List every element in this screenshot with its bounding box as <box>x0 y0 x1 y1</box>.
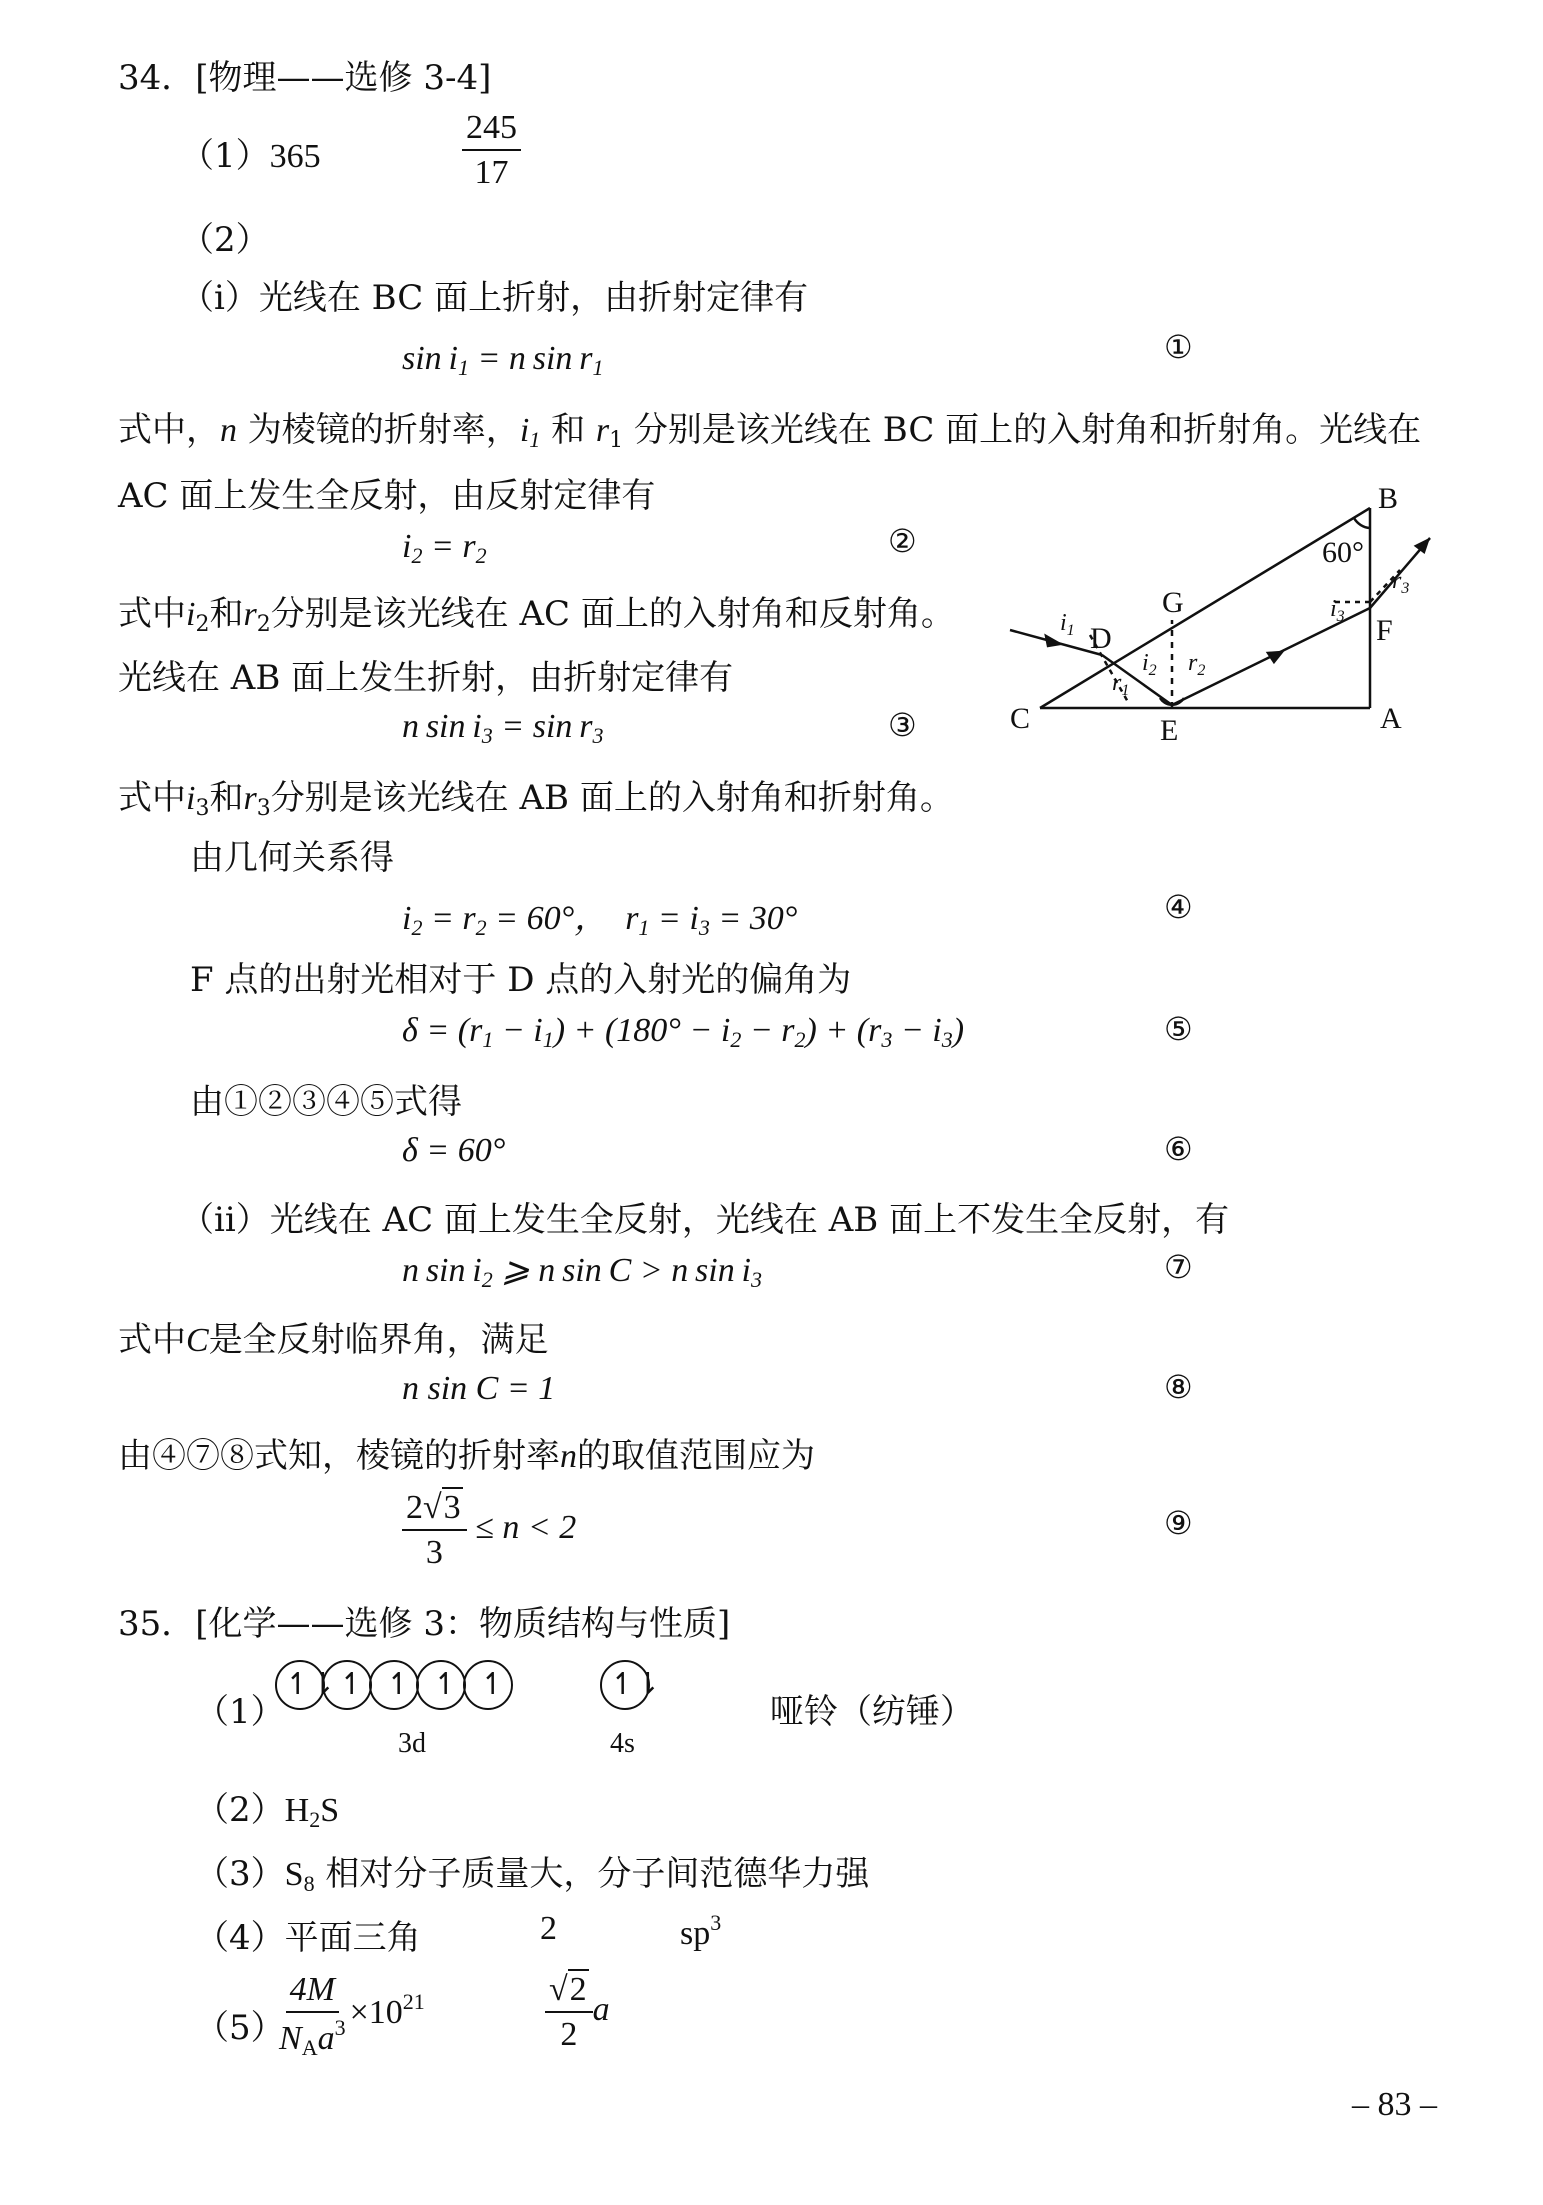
fraction-num: 245 <box>462 108 521 151</box>
svg-text:r3: $r_3$ <box>1392 568 1410 597</box>
text-geometry: 由几何关系得 <box>190 838 394 878</box>
label-a: A <box>1380 702 1402 735</box>
svg-text:i2: $i_2$ <box>1142 650 1157 679</box>
equation-2: $i_2 = r_2$ <box>402 528 487 568</box>
page-number: – 83 – <box>1352 2086 1437 2123</box>
answer-dumbbell: 哑铃（纺锤） <box>770 1692 974 1732</box>
marker-3: ③ <box>888 706 917 744</box>
text-line-i: 由④⑦⑧式知，棱镜的折射率n的取值范围应为 <box>118 1436 815 1476</box>
orbital-box: ↿⇂ <box>600 1660 650 1710</box>
fraction-den: 17 <box>474 154 509 192</box>
marker-1: ① <box>1164 328 1193 366</box>
text-line-g: 由①②③④⑤式得 <box>190 1082 462 1122</box>
orbital-box: ↿ <box>416 1660 466 1710</box>
equation-8: n sin C = 1 <box>402 1370 556 1407</box>
q34-header: 34．[物理——选修 3-4] <box>118 58 492 98</box>
equation-3: n $\sin i_3 = \sin r_3$ <box>402 708 604 748</box>
equation-1: $\sin i_1 = n$ $\sin r_1$ <box>402 340 604 380</box>
q35-part4: （4）平面三角 <box>195 1918 421 1958</box>
answer-365: 365 <box>269 138 321 175</box>
text-line-e: 式中$i_3$和$r_3$分别是该光线在 AB 面上的入射角和折射角。 <box>118 778 954 821</box>
orbital-box: ↿ <box>463 1660 513 1710</box>
marker-6: ⑥ <box>1164 1130 1193 1168</box>
marker-4: ④ <box>1164 888 1193 926</box>
label-g: G <box>1162 586 1184 619</box>
q34-part-ii-intro: （ii）光线在 AC 面上发生全反射，光线在 AB 面上不发生全反射，有 <box>180 1200 1230 1240</box>
distance-formula: $\frac{√2}{2}$ a <box>545 1970 610 2054</box>
text-line-f: F 点的出射光相对于 D 点的入射光的偏角为 <box>190 960 852 1000</box>
text-line-c: 式中$i_2$和$r_2$分别是该光线在 AC 面上的入射角和反射角。 <box>118 594 955 637</box>
label-3d: 3d <box>398 1728 426 1759</box>
answer-2: 2 <box>540 1910 557 1947</box>
q34-part1 <box>180 128 321 177</box>
equation-9: $\frac{2√3}{3}$ ≤ n < 2 <box>402 1488 576 1572</box>
q34-part2-label: （2） <box>180 220 270 260</box>
orbital-box: ↿ <box>369 1660 419 1710</box>
orbital-diagram-3d <box>275 1660 510 1719</box>
q35-part5-label: （5） <box>195 2008 285 2048</box>
answer-sp3: $sp^3$ <box>680 1910 722 1952</box>
label-c: C <box>1010 702 1031 735</box>
answer-fraction <box>462 108 521 192</box>
part-label: （1） <box>180 136 270 176</box>
equation-4: $i_2 = r_2 = 60^\circ$， $r_1 = i_3 = 30^\circ$ <box>402 900 798 940</box>
q35-part3: $(3)S_8$ 相对分子质量大，分子间范德华力强 <box>195 1854 870 1896</box>
label-b: B <box>1378 482 1399 515</box>
svg-text:r1: $r_1$ <box>1112 670 1130 699</box>
ray-arrow-2 <box>1268 652 1282 662</box>
text-line-a: 式中，n 为棱镜的折射率，$i_1$ 和 $r_1$ 分别是该光线在 BC 面上的入射角和折射角。光线在 <box>118 410 1422 453</box>
marker-2: ② <box>888 522 917 560</box>
ray-arrow-1 <box>1046 636 1060 646</box>
q35-part1-label: （1） <box>195 1692 285 1732</box>
text-line-d: 光线在 AB 面上发生折射，由折射定律有 <box>118 658 734 698</box>
density-formula: $\frac{4M}{N_Aa^3}$ $\times 10^{21}$ <box>279 1971 425 2061</box>
prism-figure <box>1000 480 1440 750</box>
equation-7: n $\sin i_2$ ⩾ n sin C > n $\sin i_3$ <box>402 1252 762 1292</box>
q35-part2: $(2)H_2S$ <box>195 1790 340 1832</box>
svg-text:i3: $i_3$ <box>1330 596 1345 625</box>
svg-text:i1: $i_1$ <box>1060 610 1075 639</box>
equation-6: δ = 60° <box>402 1132 506 1169</box>
marker-7: ⑦ <box>1164 1248 1193 1286</box>
text-line-b: AC 面上发生全反射，由反射定律有 <box>118 476 656 516</box>
label-4s: 4s <box>610 1728 635 1759</box>
orbital-box: ↿ <box>322 1660 372 1710</box>
marker-9: ⑨ <box>1164 1504 1193 1542</box>
ray-arrow-3 <box>1416 540 1428 552</box>
svg-text:r2: $r_2$ <box>1188 650 1206 679</box>
q35-header: 35．[化学——选修 3：物质结构与性质] <box>118 1604 731 1644</box>
label-e: E <box>1160 714 1179 747</box>
equation-5: $\delta = (r_1 - i_1) + (180^\circ - i_2 - r_2) + (r_3 - i_3)$ <box>402 1012 965 1052</box>
orbital-box: ↿⇂ <box>275 1660 325 1710</box>
orbital-diagram-4s <box>600 1660 661 1719</box>
marker-8: ⑧ <box>1164 1368 1193 1406</box>
angle-arc-b <box>1354 518 1370 528</box>
label-d: D <box>1090 622 1112 655</box>
q34-part-i-intro: （i）光线在 BC 面上折射，由折射定律有 <box>180 278 809 318</box>
marker-5: ⑤ <box>1164 1010 1193 1048</box>
label-60deg: 60° <box>1322 536 1364 569</box>
label-f: F <box>1376 614 1393 647</box>
text-line-h: 式中C是全反射临界角，满足 <box>118 1320 549 1360</box>
